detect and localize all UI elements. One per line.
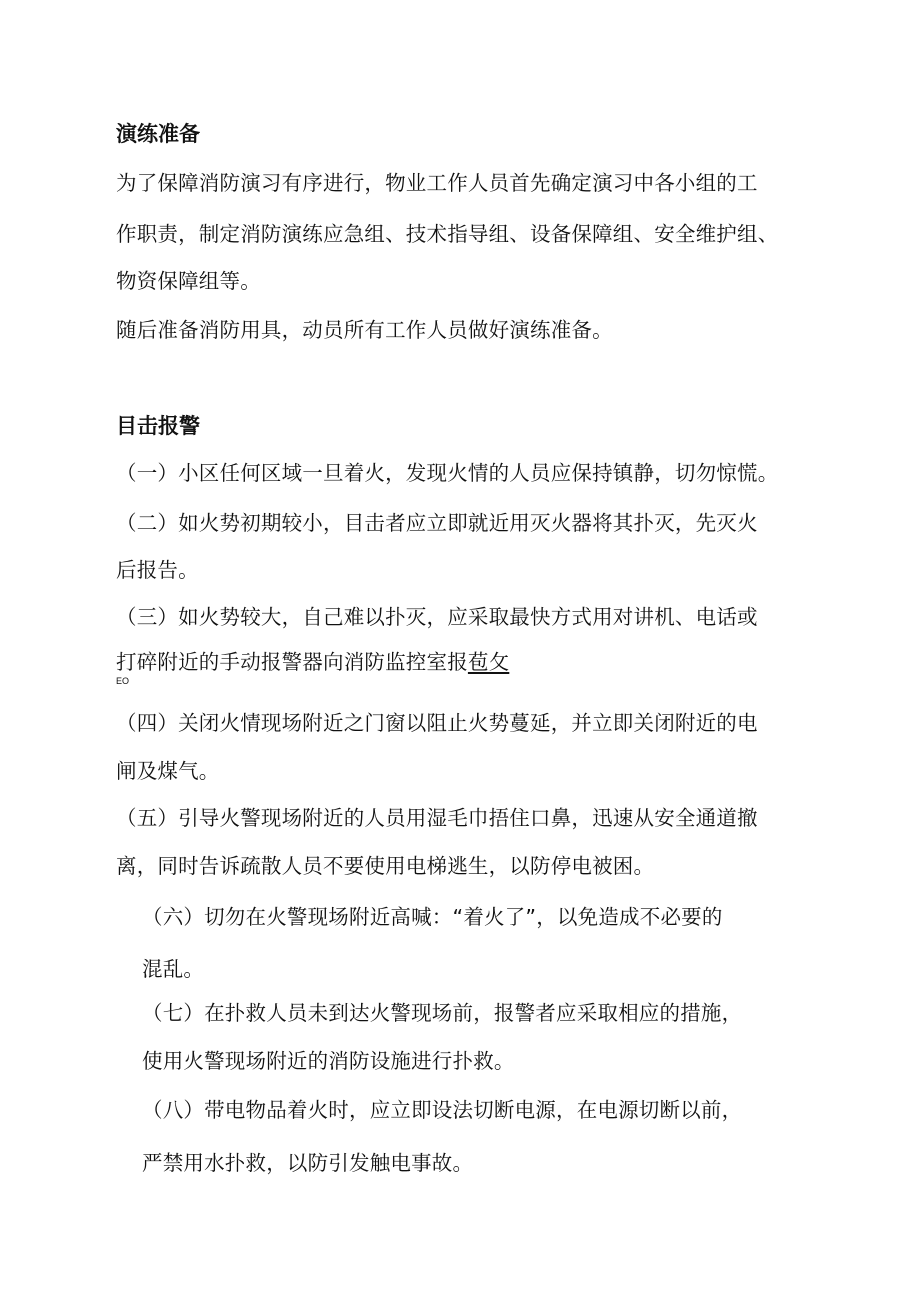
list-item-line: （七）在扑救人员未到达火警现场前，报警者应采取相应的措施， [142,1001,743,1025]
underlined-text: 苞攵 [467,650,510,674]
paragraph-line: 作职责，制定消防演练应急组、技术指导组、设备保障组、安全维护组、 [116,222,779,246]
list-item-line [116,648,509,676]
paragraph-line: 物资保障组等。 [116,269,261,293]
paragraph-line: 随后准备消防用具，动员所有工作人员做好演练准备。 [116,318,613,342]
list-item-line: （八）带电物品着火时，应立即设法切断电源，在电源切断以前， [142,1098,743,1122]
list-item-text: 打碎附近的手动报警器向消防监控室报 [116,650,468,674]
list-item-line: （二）如火势初期较小，目击者应立即就近用灭火器将其扑灭，先灭火 [116,511,758,535]
list-item-line: 严禁用水扑救，以防引发触电事故。 [142,1151,474,1175]
list-item-line: （五）引导火警现场附近的人员用湿毛巾捂住口鼻，迅速从安全通道撤 [116,806,758,830]
section-heading-witness-alarm: 目击报警 [116,414,200,438]
list-item-line: （四）关闭火情现场附近之门窗以阻止火势蔓延，并立即关闭附近的电 [116,711,758,735]
list-item-line: 使用火警现场附近的消防设施进行扑救。 [142,1049,515,1073]
list-item-line: （一）小区任何区域一旦着火，发现火情的人员应保持镇静，切勿惊慌。 [116,461,779,485]
list-item-line: 闸及煤气。 [116,759,220,783]
section-heading-drill-preparation: 演练准备 [116,122,200,146]
small-note: EO [116,676,130,686]
list-item-line: 混乱。 [142,957,205,981]
list-item-line: （六）切勿在火警现场附近高喊：“着火了”，以免造成不必要的 [142,905,723,929]
paragraph-line: 为了保障消防演习有序进行，物业工作人员首先确定演习中各小组的工 [116,171,758,195]
list-item-line: 后报告。 [116,558,199,582]
list-item-line: （三）如火势较大，自己难以扑灭，应采取最快方式用对讲机、电话或 [116,605,758,629]
list-item-line: 离，同时告诉疏散人员不要使用电梯逃生，以防停电被困。 [116,854,655,878]
